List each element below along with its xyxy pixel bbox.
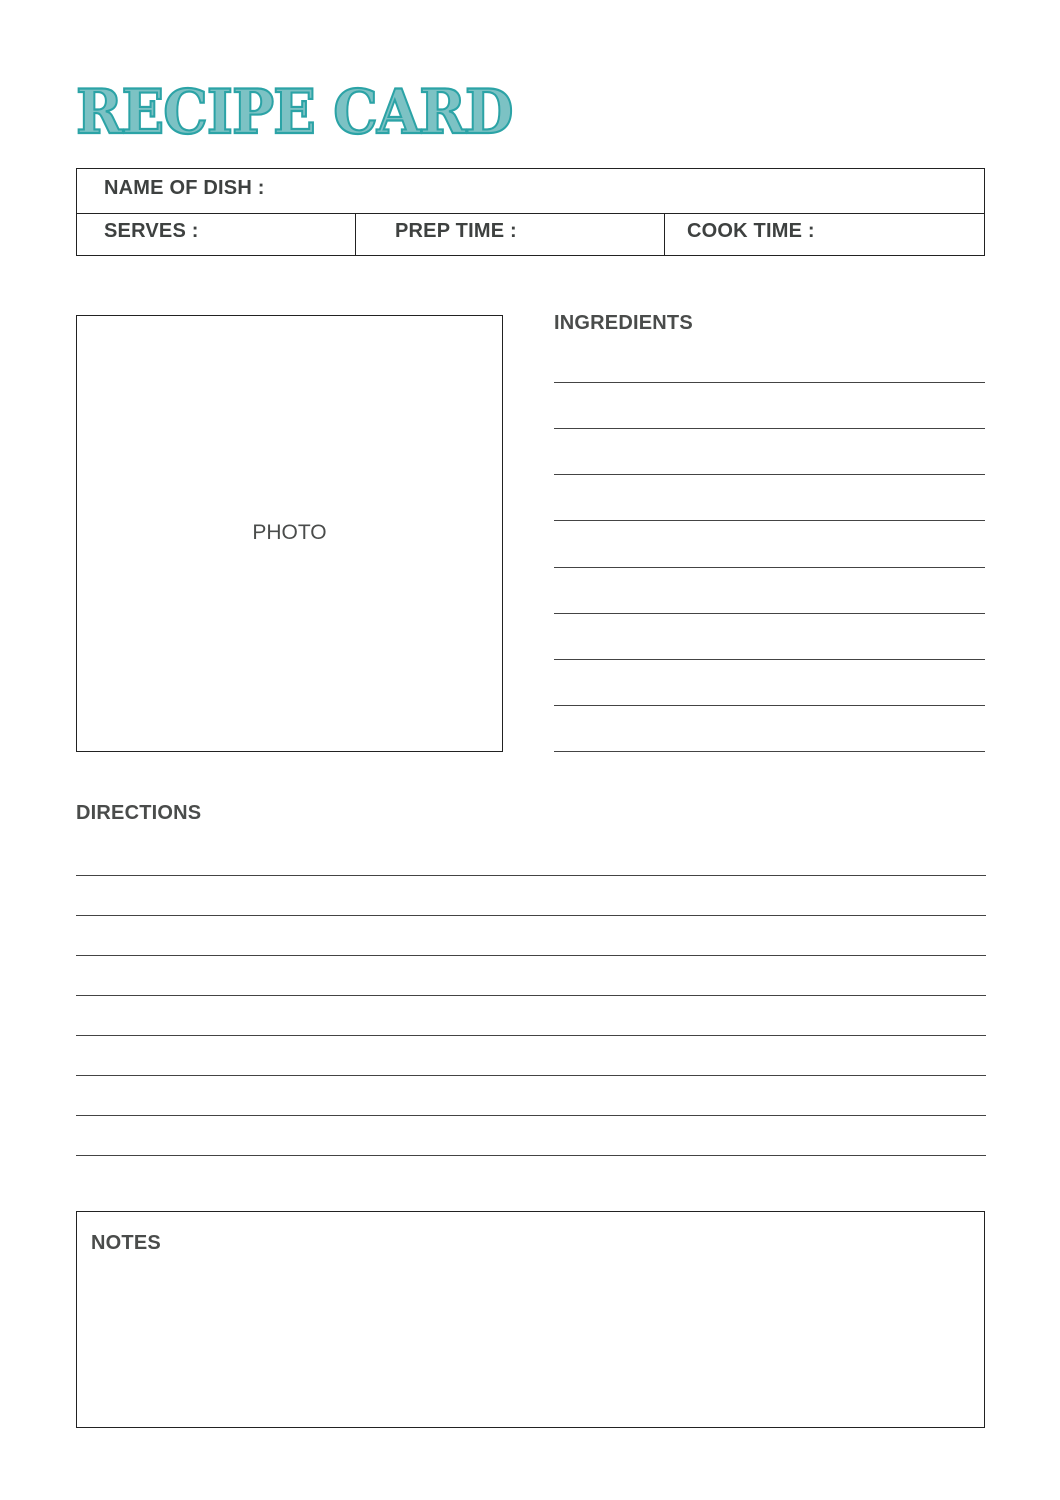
page-title: RECIPE CARD [76, 76, 513, 149]
cook-time-label: COOK TIME : [687, 220, 815, 242]
direction-line[interactable] [76, 995, 986, 996]
ingredients-heading: INGREDIENTS [554, 312, 693, 334]
ingredient-line[interactable] [554, 659, 985, 660]
notes-heading: NOTES [91, 1232, 161, 1254]
times-row [77, 214, 984, 255]
direction-line[interactable] [76, 1155, 986, 1156]
dish-name-row [77, 169, 984, 214]
photo-label: PHOTO [252, 520, 327, 544]
ingredient-line[interactable] [554, 520, 985, 521]
prep-time-label: PREP TIME : [395, 220, 517, 242]
serves-label: SERVES : [104, 220, 199, 242]
ingredient-line[interactable] [554, 428, 985, 429]
ingredient-line[interactable] [554, 751, 985, 752]
dish-name-field[interactable] [77, 169, 984, 213]
ingredient-line[interactable] [554, 705, 985, 706]
ingredient-line[interactable] [554, 567, 985, 568]
prep-time-field[interactable] [356, 214, 665, 255]
directions-heading: DIRECTIONS [76, 802, 202, 824]
direction-line[interactable] [76, 915, 986, 916]
direction-line[interactable] [76, 875, 986, 876]
dish-info-table [76, 168, 985, 256]
ingredient-line[interactable] [554, 382, 985, 383]
direction-line[interactable] [76, 1115, 986, 1116]
direction-line[interactable] [76, 1035, 986, 1036]
dish-name-label: NAME OF DISH : [104, 177, 265, 199]
photo-placeholder[interactable] [76, 315, 503, 752]
direction-line[interactable] [76, 1075, 986, 1076]
direction-line[interactable] [76, 955, 986, 956]
cook-time-field[interactable] [665, 214, 984, 255]
ingredient-line[interactable] [554, 613, 985, 614]
ingredient-line[interactable] [554, 474, 985, 475]
serves-field[interactable] [77, 214, 356, 255]
notes-box[interactable] [76, 1211, 985, 1428]
